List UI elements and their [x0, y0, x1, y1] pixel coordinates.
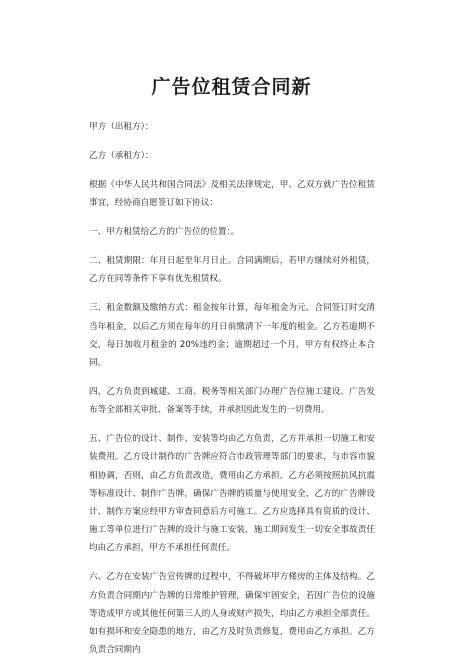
preamble-paragraph: 根据《中华人民共和国合同法》及相关法律规定，甲、乙双方就广告位租赁事宜，经协商自愿签订如下协议：	[89, 180, 375, 209]
clause-4-approvals: 四、乙方负责到城建、工商、税务等相关部门办理广告位施工建设、广告发布等全部相关审批、备案等手续，并承担因此发生的一切费用。	[89, 387, 375, 416]
clause-5-design: 五、广告位的设计、制作、安装等均由乙方负责，乙方并承担一切施工和安装费用。乙方设计制作的广告牌应符合市政管理等部门的要求，与市容市貌相协调，否则，由乙方负责改造，费用由乙方承担。乙方必须按照抗风抗震等标准设计、制作广告牌，确保广告牌的质量与使用安全，乙方的广告牌设计、制作方案应经甲方审查同意后方可施工。乙方应选择具有资质的设计、施工等单位进行广告牌的设计与施工安装，施工期间发生一切安全事故责任均由乙方承担，甲方不承担任何责任。	[89, 434, 375, 554]
clause-3-rent: 三、租金数额及缴纳方式：租金按年计算，每年租金为元。合同签订时交清当年租金，以后乙方须在每年的月日前缴清下一年度的租金。乙方若逾期不交，每日加收月租金的 20%违约金；逾期超过一个月，甲方有权终止本合同。	[89, 303, 375, 369]
party-b-line: 乙方（承租方）：	[89, 151, 154, 161]
clause-2-term: 二、租赁期限：年月日起至年月日止。合同满期后，若甲方继续对外租赁，乙方在同等条件下享有优先租赁权。	[89, 256, 375, 285]
clause-1-location: 一、甲方租赁给乙方的广告位的位置：。	[89, 227, 240, 238]
clause-6-installation: 六、乙方在安装广告宣传牌的过程中，不得破坏甲方楼房的主体及结构。乙方负责合同期内广告牌的日常维护管理，确保牢固安全，若因广告位的设施等造成甲方或其他任何第三人的人身或财产损失，均由乙方承担全部责任。如有损坏和安全隐患的地方，由乙方及时负责修复，费用由乙方承担。乙方负责合同期内	[89, 572, 375, 656]
document-body	[89, 118, 375, 670]
document-title: 广告位租赁合同新	[151, 76, 312, 98]
party-a-line: 甲方（出租方）：	[89, 122, 154, 132]
